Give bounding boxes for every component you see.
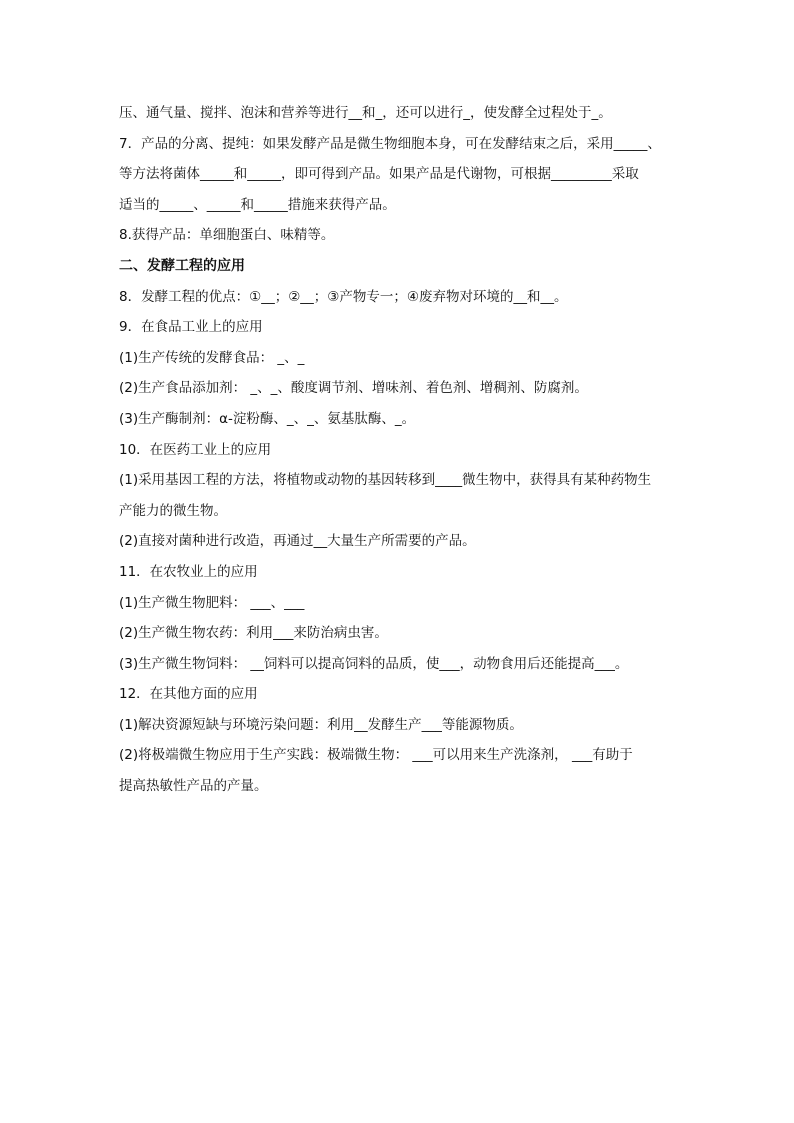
sub-item: (2)将极端微生物应用于生产实践：极端微生物： ___可以用来生产洗涤剂， ___有助于 <box>119 747 633 764</box>
sub-item: (2)直接对菌种进行改造，再通过__大量生产所需要的产品。 <box>119 533 476 550</box>
sub-item: (1)解决资源短缺与环境污染问题：利用__发酵生产___等能源物质。 <box>119 716 523 733</box>
text-line: 产能力的微生物。 <box>119 502 227 519</box>
sub-item: (3)生产酶制剂：α-淀粉酶、_、_、氨基肽酶、_。 <box>119 410 416 427</box>
text-line: 提高热敏性产品的产量。 <box>119 778 268 795</box>
section-heading: 二、发酵工程的应用 <box>119 257 245 274</box>
item-10-title: 10．在医药工业上的应用 <box>119 441 272 458</box>
item-12-title: 12．在其他方面的应用 <box>119 686 258 703</box>
sub-item: (2)生产微生物农药：利用___来防治病虫害。 <box>119 625 388 642</box>
sub-item: (3)生产微生物饲料： __饲料可以提高饲料的品质，使___，动物食用后还能提高___。 <box>119 655 629 672</box>
item-9-title: 9．在食品工业上的应用 <box>119 319 263 336</box>
text-line: 等方法将菌体_____和_____，即可得到产品。如果产品是代谢物，可根据_________采取 <box>119 166 639 183</box>
item-7-text: 7．产品的分离、提纯：如果发酵产品是微生物细胞本身，可在发酵结束之后，采用_____、 <box>119 135 661 152</box>
sub-item: (1)生产微生物肥料： ___、___ <box>119 594 305 611</box>
item-8-advantages: 8．发酵工程的优点：①__；②__；③产物专一；④废弃物对环境的__和__。 <box>119 288 568 305</box>
sub-item: (1)采用基因工程的方法，将植物或动物的基因转移到____微生物中，获得具有某种药物生 <box>119 472 652 489</box>
document-body <box>119 98 689 802</box>
item-11-title: 11．在农牧业上的应用 <box>119 563 258 580</box>
item-8-text: 8.获得产品：单细胞蛋白、味精等。 <box>119 227 335 244</box>
text-line: 适当的_____、_____和_____措施来获得产品。 <box>119 196 396 213</box>
text-line: 压、通气量、搅拌、泡沫和营养等进行__和_，还可以进行_，使发酵全过程处于_。 <box>119 105 612 121</box>
sub-item: (1)生产传统的发酵食品： _、_ <box>119 349 305 366</box>
sub-item: (2)生产食品添加剂： _、_、酸度调节剂、增味剂、着色剂、增稠剂、防腐剂。 <box>119 380 588 397</box>
